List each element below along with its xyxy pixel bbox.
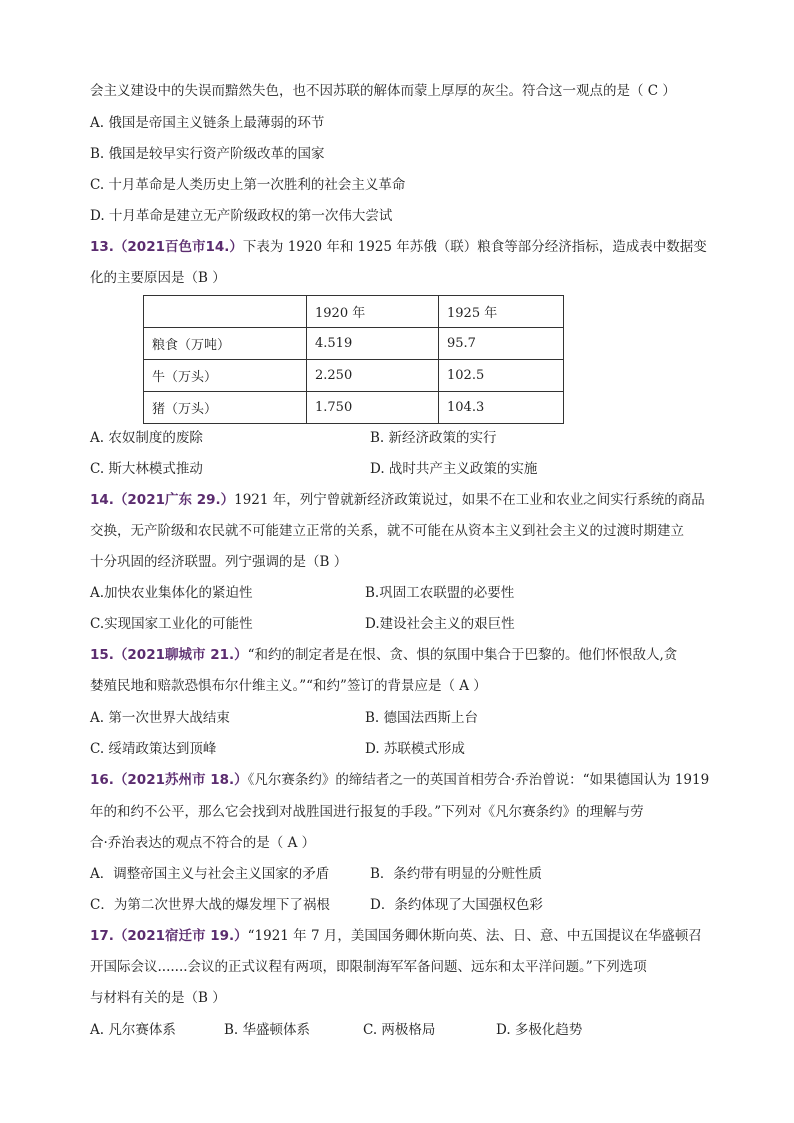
table-cell: 95.7 [439,328,564,360]
q14-stem-line-3: 十分巩固的经济联盟。列宁强调的是（B ） [90,554,348,570]
q14-stem-line-1 [90,490,705,510]
q12-option-d: D. 十月革命是建立无产阶级政权的第一次伟大尝试 [90,208,393,224]
q15-option-b: B. 德国法西斯上台 [365,710,479,726]
q17-option-b: B. 华盛顿体系 [224,1022,311,1038]
q14-stem-line-2: 交换，无产阶级和农民就不可能建立正常的关系，就不可能在从资本主义到社会主义的过渡时期建立 [90,523,684,539]
q16-number: 16.（2021苏州市 18.） [90,772,248,788]
q15-number: 15.（2021聊城市 21.） [90,647,248,663]
table-cell: 102.5 [439,360,564,392]
q13-number: 13.（2021百色市14.） [90,239,243,255]
table-cell: 104.3 [439,392,564,424]
q15-stem-text: “和约的制定者是在恨、贪、惧的氛围中集合于巴黎的。他们怀恨敌人,贪 [247,647,678,663]
q13-data-table [143,295,564,424]
q15-stem-line-1 [90,645,677,665]
q13-option-c: C. 斯大林模式推动 [90,461,203,477]
q17-option-d: D. 多极化趋势 [496,1022,583,1038]
q16-option-a: A．调整帝国主义与社会主义国家的矛盾 [90,866,330,882]
table-cell: 4.519 [307,328,439,360]
q14-option-d: D.建设社会主义的艰巨性 [365,616,515,632]
q16-option-b: B．条约带有明显的分赃性质 [370,866,542,882]
q13-option-a: A. 农奴制度的废除 [90,430,203,446]
q15-option-a: A. 第一次世界大战结束 [90,710,230,726]
table-header-cell: 1920 年 [307,296,439,328]
q13-stem-line-2: 化的主要原因是（B ） [90,270,226,286]
q17-stem-line-1 [90,926,702,946]
table-cell: 猪（万头） [144,392,307,424]
q13-stem-text: 下表为 1920 年和 1925 年苏俄（联）粮食等部分经济指标，造成表中数据变 [242,239,707,255]
q17-option-c: C. 两极格局 [363,1022,436,1038]
q13-option-d: D. 战时共产主义政策的实施 [370,461,538,477]
q14-number: 14.（2021广东 29.） [90,492,235,508]
q17-stem-line-3: 与材料有关的是（B ） [90,990,226,1006]
table-cell: 1.750 [307,392,439,424]
q17-stem-text: “1921 年 7 月，美国国务卿休斯向英、法、日、意、中五国提议在华盛顿召 [247,928,702,944]
q16-stem-text: 《凡尔赛条约》的缔结者之一的英国首相劳合·乔治曾说：“如果德国认为 1919 [247,772,710,788]
q14-option-a: A.加快农业集体化的紧迫性 [90,585,253,601]
q12-stem-end: 会主义建设中的失误而黯然失色，也不因苏联的解体而蒙上厚厚的灰尘。符合这一观点的是（ C ） [90,83,676,99]
table-cell: 粮食（万吨） [144,328,307,360]
q12-option-a: A. 俄国是帝国主义链条上最薄弱的环节 [90,115,325,131]
q16-stem-line-2: 年的和约不公平，那么它会找到对战胜国进行报复的手段。”下列对《凡尔赛条约》的理解与劳 [90,804,644,820]
q17-number: 17.（2021宿迁市 19.） [90,928,248,944]
q15-option-d: D. 苏联模式形成 [365,741,465,757]
q15-option-c: C. 绥靖政策达到顶峰 [90,741,217,757]
q12-option-c: C. 十月革命是人类历史上第一次胜利的社会主义革命 [90,177,406,193]
table-header-cell: 1925 年 [439,296,564,328]
q15-stem-line-2: 婪殖民地和赔款恐惧布尔什维主义。”“和约”签订的背景应是（ A ） [90,678,487,694]
q14-option-b: B.巩固工农联盟的必要性 [365,585,515,601]
table-cell: 牛（万头） [144,360,307,392]
table-row [144,392,564,424]
q12-option-b: B. 俄国是较早实行资产阶级改革的国家 [90,146,325,162]
table-header-row [144,296,564,328]
table-row [144,360,564,392]
table-cell: 2.250 [307,360,439,392]
q16-option-d: D．条约体现了大国强权色彩 [370,897,543,913]
q16-option-c: C．为第二次世界大战的爆发埋下了祸根 [90,897,330,913]
q17-option-a: A. 凡尔赛体系 [90,1022,176,1038]
q14-option-c: C.实现国家工业化的可能性 [90,616,253,632]
q17-stem-line-2: 开国际会议.......会议的正式议程有两项，即限制海军军备问题、远东和太平洋问题。”下列选项 [90,959,647,975]
q13-stem-line-1 [90,237,707,257]
table-row [144,328,564,360]
q13-option-b: B. 新经济政策的实行 [370,430,497,446]
table-header-cell [144,296,307,328]
q16-stem-line-1 [90,770,709,790]
q16-stem-line-3: 合·乔治表达的观点不符合的是（ A ） [90,835,316,851]
q14-stem-text: 1921 年，列宁曾就新经济政策说过，如果不在工业和农业之间实行系统的商品 [234,492,705,508]
